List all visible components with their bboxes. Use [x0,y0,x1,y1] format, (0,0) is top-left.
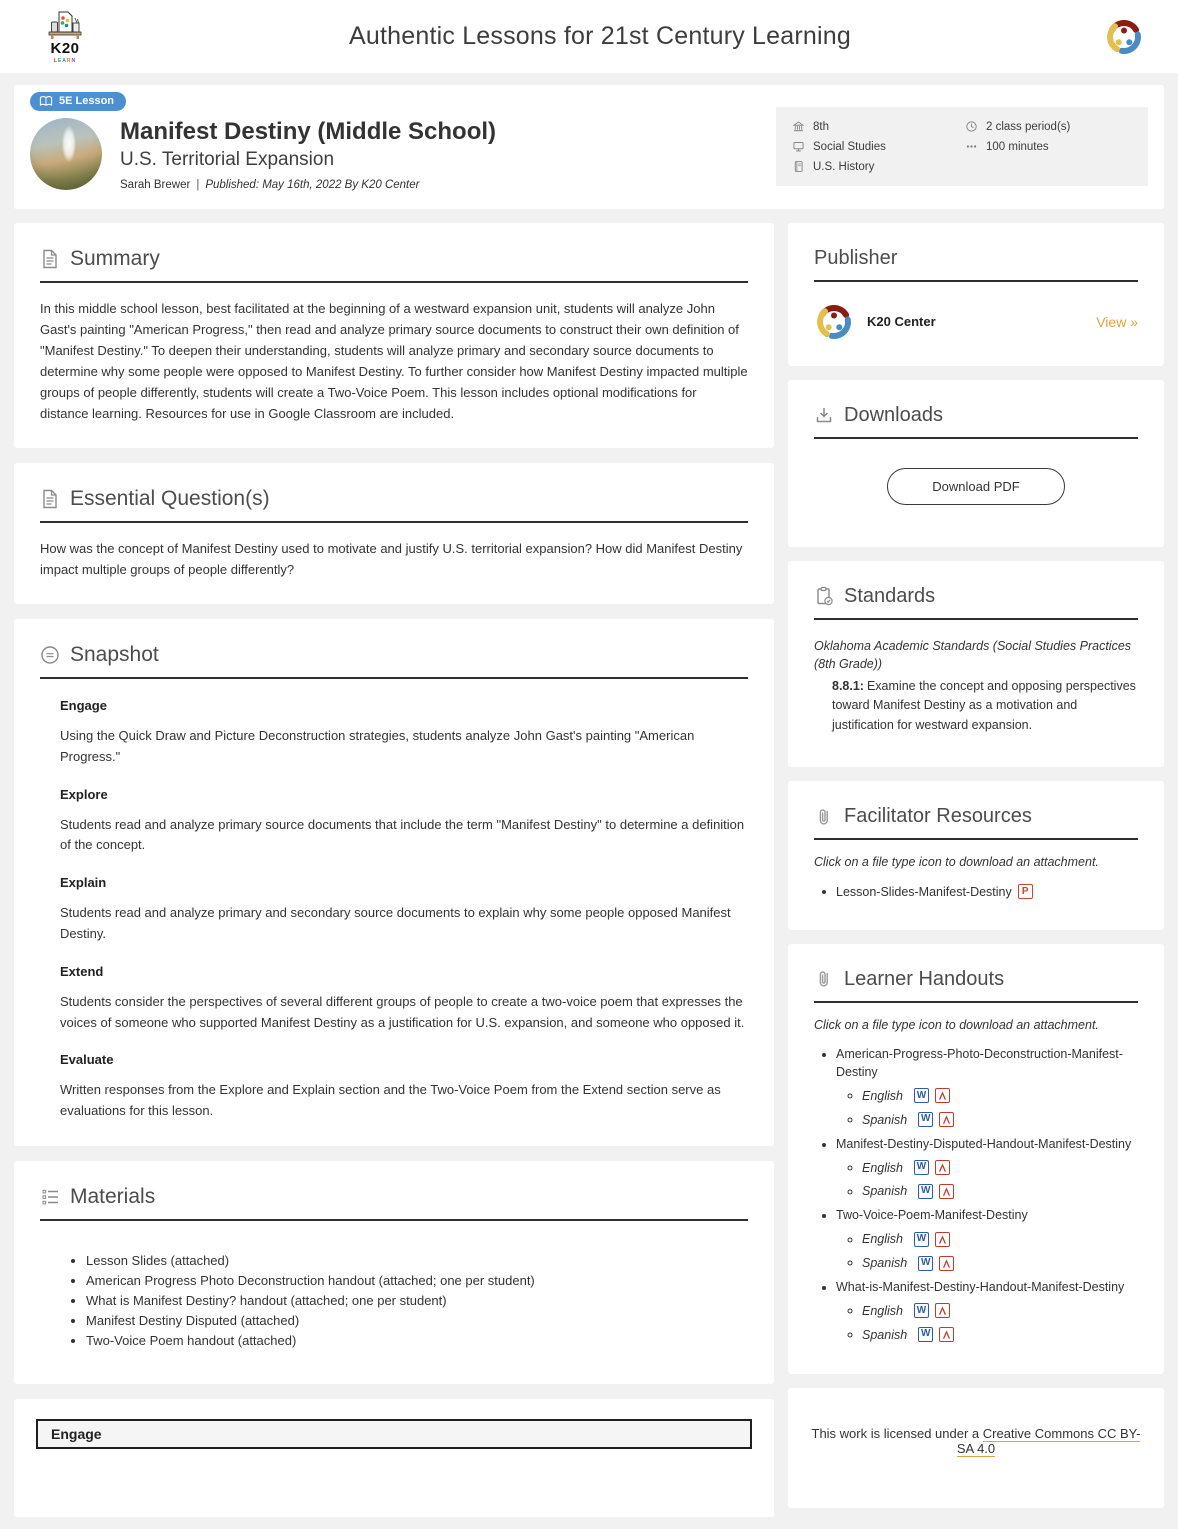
standards-card [788,561,1164,768]
lesson-byline [120,179,496,191]
language-row [862,1325,1138,1344]
language-label: ◦ Spanish [862,1112,908,1127]
download-pdf-button[interactable]: Download PDF [887,468,1065,505]
standards-text: Examine the concept and opposing perspectives toward Manifest Destiny as a motivation and justification for westward expansion. [832,679,1136,732]
pdf-file-icon[interactable] [939,1256,954,1271]
meta-duration [965,140,1132,153]
badge-label: 5E Lesson [59,95,115,107]
meta-grade-value: 8th [813,120,829,133]
publisher-heading [814,247,1138,282]
materials-card [14,1161,774,1384]
snapshot-explain-text: Students read and analyze primary and secondary source documents to explain why some people opposed Manifest Destiny. [60,905,731,941]
essential-questions-body: How was the concept of Manifest Destiny used to motivate and justify U.S. territorial expansion? How did Manifest Destiny impact multiple groups of people differently? [40,540,743,577]
download-icon [814,405,834,425]
learner-handouts-card [788,944,1164,1374]
snapshot-card [14,619,774,1146]
word-file-icon[interactable]: W [918,1184,933,1199]
facilitator-resources-list [814,882,1138,901]
list-item [836,1278,1138,1344]
snapshot-engage-label: Engage [60,697,107,713]
lesson-meta-box [776,107,1148,186]
list-item: • What is Manifest Destiny? handout (attached; one per student) [86,1293,748,1308]
learner-handouts-heading-label: Learner Handouts [844,967,1005,990]
subject-icon [792,140,805,153]
k20-center-logo [814,302,854,342]
k20-learn-desk-icon [45,10,85,40]
list-icon [40,1187,60,1207]
paperclip-icon [814,807,834,827]
learner-handouts-list [814,1045,1138,1344]
engage-section-header: Engage [36,1419,752,1449]
word-file-icon[interactable]: W [914,1160,929,1175]
language-list [836,1086,1138,1129]
standards-heading [814,585,1138,620]
language-label: ◦ Spanish [862,1255,908,1270]
list-item [836,1135,1138,1201]
site-title: Authentic Lessons for 21st Century Learning [349,22,851,50]
meta-subject [792,140,959,153]
lesson-thumbnail [30,118,102,190]
essential-questions-heading [40,487,748,523]
snapshot-explore-text: Students read and analyze primary source documents that include the term "Manifest Destiny" to determine a definition of the concept. [60,816,745,853]
paperclip-icon [814,969,834,989]
meta-duration-value: 100 minutes [986,140,1049,153]
summary-heading [40,247,748,283]
k20-logo-text: K20 [50,39,80,57]
snapshot-icon [40,645,60,665]
clock-icon [965,120,978,133]
language-label: ◦ English [862,1232,903,1247]
facilitator-resources-heading [814,805,1138,840]
standards-item [832,677,1138,735]
language-list [836,1230,1138,1273]
list-item [836,1206,1138,1272]
word-file-icon[interactable]: W [918,1327,933,1342]
powerpoint-file-icon[interactable]: P [1018,884,1033,899]
attachment-note: Click on a file type icon to download an attachment. [814,1017,1099,1032]
k20-learn-letters: LEARN [53,57,77,64]
word-file-icon[interactable]: W [914,1303,929,1318]
snapshot-evaluate-label: Evaluate [60,1052,114,1068]
lesson-type-badge [30,92,126,111]
license-text: This work is licensed under a [811,1425,983,1441]
snapshot-heading [40,643,748,679]
book-icon [39,95,53,107]
pdf-file-icon[interactable] [939,1327,954,1342]
materials-heading-label: Materials [70,1184,156,1208]
snapshot-evaluate-text: Written responses from the Explore and Explain section and the Two-Voice Poem from the Extend section serve as evaluations for this lesson. [60,1082,721,1119]
word-file-icon[interactable]: W [918,1256,933,1271]
pdf-file-icon[interactable] [939,1184,954,1199]
snapshot-extend-text: Students consider the perspectives of several different groups of people to create a two-voice poem that expresses the voices of someone who supported Manifest Destiny as a justification for U.S. expansion, and someone who opposed it. [60,993,745,1030]
byline-separator: | [196,178,200,191]
language-label: ◦ English [862,1160,903,1175]
pdf-file-icon[interactable] [935,1303,950,1318]
k20-learn-logo[interactable] [34,10,96,64]
facilitator-resources-heading-label: Facilitator Resources [844,805,1032,828]
summary-heading-label: Summary [70,246,160,270]
word-file-icon[interactable]: W [914,1088,929,1103]
attachment-name: Manifest-Destiny-Disputed-Handout-Manifest-Destiny [836,1136,1132,1151]
attachment-name: • Lesson-Slides-Manifest-Destiny [836,884,1012,899]
meta-periods [965,120,1132,133]
materials-heading [40,1185,748,1221]
site-header [0,0,1178,73]
language-label: ◦ Spanish [862,1184,908,1199]
language-row [862,1182,1138,1201]
language-row [862,1253,1138,1272]
word-file-icon[interactable]: W [918,1112,933,1127]
course-icon [792,160,805,173]
standards-code: 8.8.1: [832,679,864,694]
pdf-file-icon[interactable] [935,1160,950,1175]
duration-icon [965,140,978,153]
pdf-file-icon[interactable] [935,1088,950,1103]
language-row [862,1158,1138,1177]
attachment-name: What-is-Manifest-Destiny-Handout-Manifest-Destiny [836,1280,1125,1295]
language-label: ◦ English [862,1088,903,1103]
publisher-row [814,302,1138,342]
lesson-title: Manifest Destiny (Middle School) [120,118,497,145]
list-item: • Lesson Slides (attached) [86,1253,748,1268]
grade-level-icon [792,120,805,133]
meta-course-value: U.S. History [813,160,875,173]
publisher-name: K20 Center [867,314,936,330]
language-list [836,1158,1138,1201]
pdf-file-icon[interactable] [939,1112,954,1127]
standards-source: Oklahoma Academic Standards (Social Studies Practices (8th Grade)) [814,638,1132,672]
list-item [836,1045,1138,1129]
language-label: ◦ English [862,1303,903,1318]
standards-heading-label: Standards [844,584,936,607]
attachment-name: Two-Voice-Poem-Manifest-Destiny [836,1208,1028,1223]
essential-questions-heading-label: Essential Question(s) [70,486,270,510]
meta-periods-value: 2 class period(s) [986,120,1071,133]
list-item: • Two-Voice Poem handout (attached) [86,1333,748,1348]
list-item [836,882,1138,901]
materials-list [40,1253,748,1348]
clipboard-check-icon [814,586,834,606]
list-item: • American Progress Photo Deconstruction handout (attached; one per student) [86,1273,748,1288]
meta-grade [792,120,959,133]
downloads-heading [814,404,1138,439]
facilitator-resources-card [788,781,1164,930]
language-row [862,1110,1138,1129]
license-link[interactable]: Creative Commons CC BY-SA 4.0 [956,1425,1141,1456]
publisher-view-link[interactable]: View » [1096,313,1138,330]
meta-subject-value: Social Studies [813,140,886,153]
document-icon [40,489,60,509]
author-name: Sarah Brewer [120,178,191,191]
lesson-subtitle: U.S. Territorial Expansion [120,148,335,170]
license-card [788,1388,1164,1508]
list-item: • Manifest Destiny Disputed (attached) [86,1313,748,1328]
language-row [862,1301,1138,1320]
publisher-card [788,223,1164,366]
pdf-file-icon[interactable] [935,1232,950,1247]
language-row [862,1086,1138,1105]
snapshot-heading-label: Snapshot [70,642,159,666]
snapshot-explain-label: Explain [60,875,107,891]
k20-center-logo[interactable] [1104,17,1144,57]
downloads-heading-label: Downloads [844,403,943,426]
summary-card [14,223,774,448]
attachment-note: Click on a file type icon to download an attachment. [814,855,1099,870]
meta-course [792,160,959,173]
publisher-heading-label: Publisher [814,246,898,269]
attachment-name: American-Progress-Photo-Deconstruction-Manifest-Destiny [836,1046,1123,1080]
lesson-header-card [14,85,1164,209]
snapshot-extend-label: Extend [60,963,104,979]
snapshot-explore-label: Explore [60,786,108,802]
language-label: ◦ Spanish [862,1327,908,1342]
summary-body: In this middle school lesson, best facilitated at the beginning of a westward expansion unit, students will analyze John Gast's painting "American Progress," then read and analyze primary source documents to construct their own definition of "Manifest Destiny." To deepen their understanding, students will analyze primary and secondary source documents to determine why some people were opposed to Manifest Destiny. To further consider how Manifest Destiny impacted multiple groups of people differently, students will create a Two-Voice Poem. This lesson includes optional modifications for distance learning. Resources for use in Google Classroom are included. [40,300,748,421]
language-row [862,1230,1138,1249]
published-info: Published: May 16th, 2022 By K20 Center [205,178,420,191]
engage-section-card [14,1399,774,1517]
language-list [836,1301,1138,1344]
downloads-card [788,380,1164,547]
essential-questions-card [14,463,774,604]
snapshot-engage-text: Using the Quick Draw and Picture Deconstruction strategies, students analyze John Gast's painting "American Progress." [60,727,695,764]
document-icon [40,249,60,269]
learner-handouts-heading [814,968,1138,1003]
word-file-icon[interactable]: W [914,1232,929,1247]
